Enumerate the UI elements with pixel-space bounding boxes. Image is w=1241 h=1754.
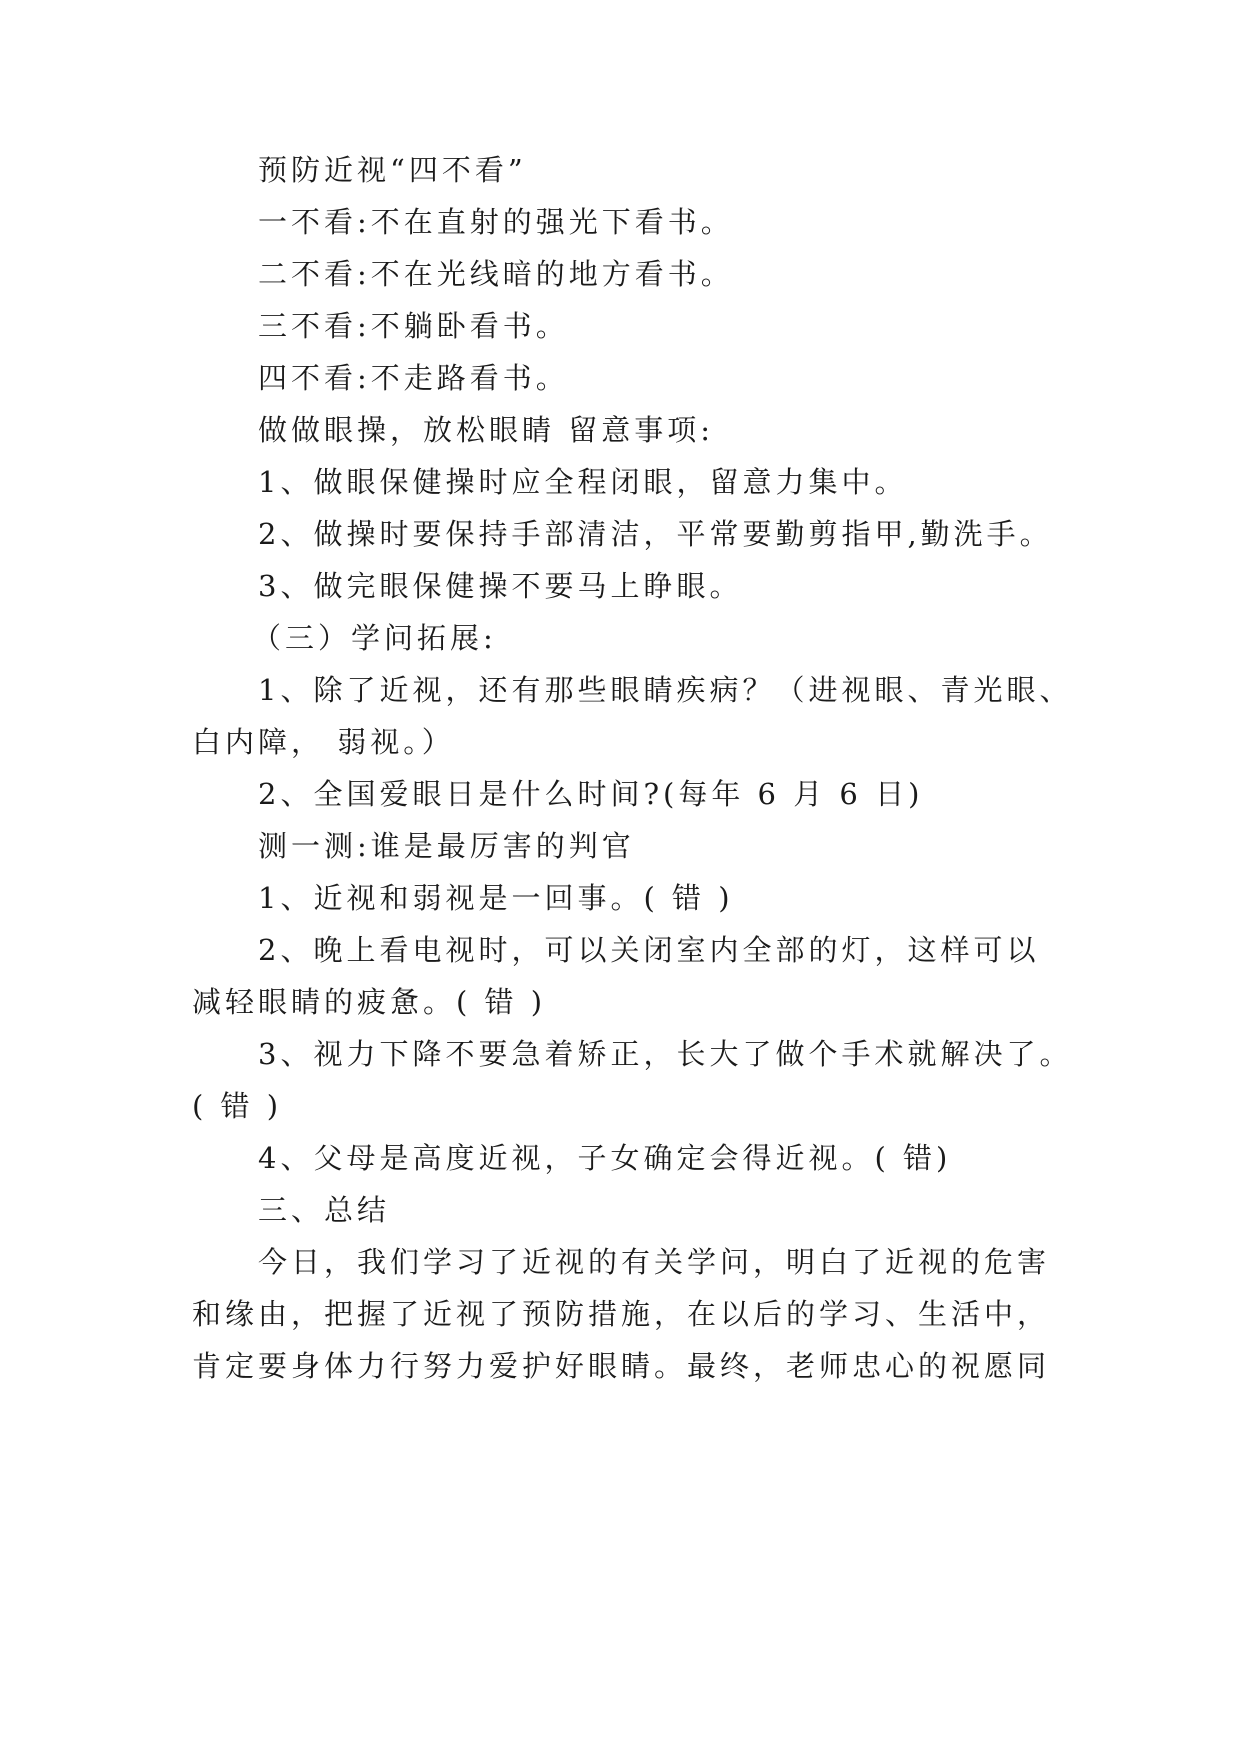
quiz-line-3-cont: ( 错 ) bbox=[192, 1089, 283, 1123]
knowledge-line-1: 1、除了近视，还有那些眼睛疾病？（进视眼、青光眼、 bbox=[258, 673, 1073, 707]
rule-line-3: 三不看:不躺卧看书。 bbox=[258, 309, 569, 343]
rule-line-1: 一不看:不在直射的强光下看书。 bbox=[258, 205, 734, 239]
section-heading-four-dont-look: 预防近视“四不看” bbox=[258, 153, 527, 187]
summary-line-2: 和缘由，把握了近视了预防措施，在以后的学习、生活中， bbox=[192, 1297, 1051, 1331]
summary-line-1: 今日，我们学习了近视的有关学问，明白了近视的危害 bbox=[258, 1245, 1051, 1279]
quiz-line-2: 2、晚上看电视时，可以关闭室内全部的灯，这样可以 bbox=[258, 933, 1040, 967]
note-line-3: 3、做完眼保健操不要马上睁眼。 bbox=[258, 569, 743, 603]
rule-line-4: 四不看:不走路看书。 bbox=[258, 361, 569, 395]
rule-line-2: 二不看:不在光线暗的地方看书。 bbox=[258, 257, 734, 291]
quiz-line-2-cont: 减轻眼睛的疲惫。( 错 ) bbox=[192, 985, 547, 1019]
knowledge-line-1-cont: 白内障， 弱视。） bbox=[192, 725, 455, 759]
quiz-line-4: 4、父母是高度近视，子女确定会得近视。( 错) bbox=[258, 1141, 952, 1175]
eye-exercise-heading: 做做眼操，放松眼睛 留意事项: bbox=[258, 413, 714, 447]
knowledge-line-2: 2、全国爱眼日是什么时间?(每年 6 月 6 日) bbox=[258, 777, 924, 811]
note-line-1: 1、做眼保健操时应全程闭眼，留意力集中。 bbox=[258, 465, 908, 499]
quiz-line-3: 3、视力下降不要急着矫正，长大了做个手术就解决了。 bbox=[258, 1037, 1073, 1071]
summary-line-3: 肯定要身体力行努力爱护好眼睛。最终，老师忠心的祝愿同 bbox=[192, 1349, 1051, 1383]
section-heading-knowledge: （三）学问拓展: bbox=[252, 621, 497, 655]
quiz-heading: 测一测:谁是最厉害的判官 bbox=[258, 829, 635, 863]
note-line-2: 2、做操时要保持手部清洁，平常要勤剪指甲,勤洗手。 bbox=[258, 517, 1053, 551]
quiz-line-1: 1、近视和弱视是一回事。( 错 ) bbox=[258, 881, 734, 915]
section-heading-summary: 三、总结 bbox=[258, 1193, 391, 1227]
